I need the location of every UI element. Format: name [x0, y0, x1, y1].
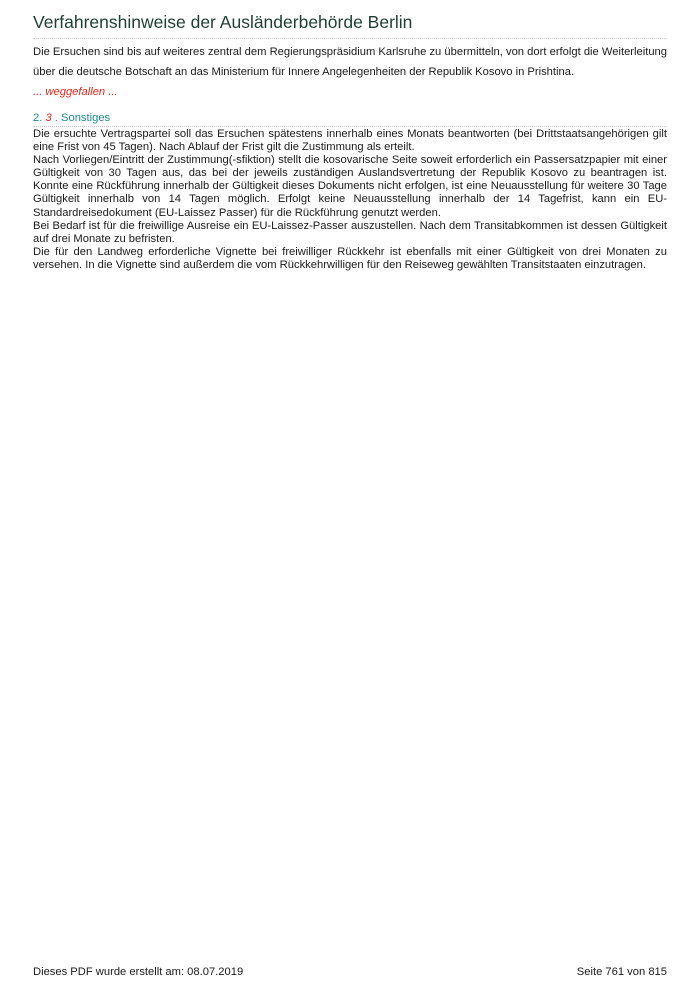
intro-paragraph: Die Ersuchen sind bis auf weiteres zentral dem Regierungspräsidium Karlsruhe zu übermitteln, von dort erfolgt die Weiterleitung über die deutsche Botschaft an das Ministerium für Innere Angelegenheiten der Republik Kosovo in Prishtina. — [33, 46, 667, 78]
section-number-prefix: 2. — [33, 112, 43, 124]
section-number-highlight: 3 — [45, 112, 52, 124]
section-paragraph: Die für den Landweg erforderliche Vignette bei freiwilliger Rückkehr ist ebenfalls mit einer Gültigkeit von drei Monaten zu versehen. In die Vignette sind außerdem die vom Rückkehrwilligen für den Reiseweg gewählten Transitstaaten einzutragen. — [33, 245, 667, 271]
footer-created-date: Dieses PDF wurde erstellt am: 08.07.2019 — [33, 966, 244, 978]
omitted-note: ... weggefallen ... — [33, 86, 118, 98]
section-paragraph: Die ersuchte Vertragspartei soll das Ersuchen spätestens innerhalb eines Monats beantworten (bei Drittstaatsangehörigen gilt eine Frist von 45 Tagen). Nach Ablauf der Frist gilt die Zustimmung als erteilt. — [33, 128, 667, 154]
section-paragraph: Nach Vorliegen/Eintritt der Zustimmung(-sfiktion) stellt die kosovarische Seite soweit erforderlich ein Passersatzpapier mit einer Gültigkeit von 30 Tagen aus, das bei der jeweils zuständigen Auslandsvertretung der Republik Kosovo zu beantragen ist. Konnte eine Rückführung innerhalb der Gültigkeit dieses Dokuments nicht erfolgen, ist eine Neuausstellung für weitere 30 Tage Gültigkeit innerhalb von 14 Tagen möglich. Erfolgt keine Neuausstellung innerhalb der 14 Tagefrist, kann ein EU-Standardreisedokument (EU-Laissez Passer) für die Rückführung genutzt werden. — [33, 154, 667, 219]
section-paragraph: Bei Bedarf ist für die freiwillige Ausreise ein EU-Laissez-Passer auszustellen. Nach dem Transitabkommen ist dessen Gültigkeit auf drei Monate zu befristen. — [33, 219, 667, 245]
section-heading — [33, 112, 667, 127]
page-title: Verfahrenshinweise der Ausländerbehörde Berlin — [33, 12, 667, 39]
section-number-separator: . — [54, 112, 58, 124]
section-body — [33, 128, 667, 272]
section-title: Sonstiges — [61, 112, 111, 124]
footer-page-number: Seite 761 von 815 — [576, 966, 667, 978]
